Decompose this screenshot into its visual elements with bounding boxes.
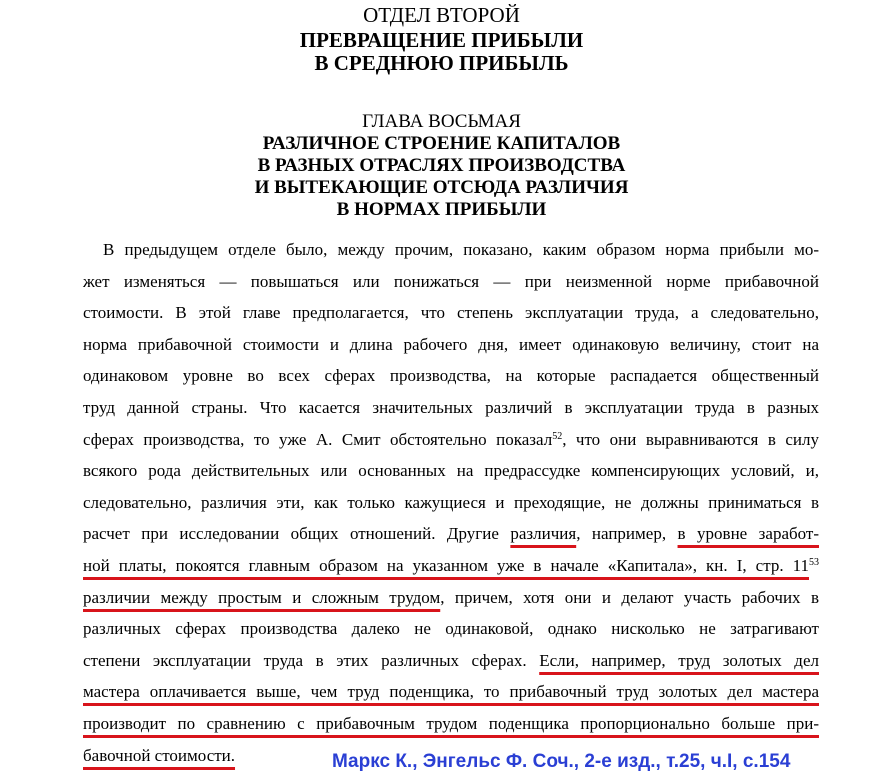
text-run: , например, <box>576 524 678 544</box>
highlight-underline: производит по сравнению с прибавочным трудом поденщика пропорционально больше при- <box>83 713 819 733</box>
text-run: , что они выравниваются в силу <box>562 429 819 449</box>
text-line: всякого рода действительных или основанных на предрассудке компенсирующих условий, и, <box>83 461 819 481</box>
chapter-label: ГЛАВА ВОСЬМАЯ <box>362 111 521 132</box>
text-run: степени эксплуатации труда в этих различных сферах. <box>83 650 540 670</box>
text-line: одинаковом уровне во всех сферах производства, на которые распадается общественный <box>83 366 819 386</box>
text-run: сферах производства, то уже А. Смит обстоятельно показал <box>83 429 553 449</box>
text-line <box>83 424 819 456</box>
section-title-line-2: В СРЕДНЮЮ ПРИБЫЛЬ <box>314 51 569 75</box>
chapter-title-line-4: В НОРМАХ ПРИБЫЛИ <box>336 199 547 220</box>
body-paragraph <box>83 234 819 771</box>
highlight-underline: ной платы, покоятся главным образом на указанном уже в начале «Капитала», кн. I, стр. 11 <box>83 555 809 575</box>
highlight-underline: различия <box>510 524 577 544</box>
text-run: расчет при исследовании общих отношений. Другие <box>83 524 511 544</box>
text-line <box>83 582 819 614</box>
highlight-underline: различии между простым и сложным трудом <box>83 587 441 607</box>
chapter-title-line-2: В РАЗНЫХ ОТРАСЛЯХ ПРОИЗВОДСТВА <box>257 155 626 176</box>
highlight-underline: бавочной стоимости. <box>83 745 236 765</box>
footnote-ref-53[interactable]: 53 <box>809 556 819 568</box>
text-line: следовательно, различия эти, как только кажущиеся и преходящие, не должны приниматься в <box>83 492 819 512</box>
text-line <box>83 518 819 550</box>
section-label: ОТДЕЛ ВТОРОЙ <box>363 3 520 27</box>
text-line <box>83 645 819 677</box>
source-citation: Маркс К., Энгельс Ф. Соч., 2-е изд., т.25, ч.I, с.154 <box>332 751 791 772</box>
highlight-underline: в уровне заработ- <box>677 524 819 544</box>
text-line <box>83 550 819 582</box>
footnote-ref-52[interactable]: 52 <box>552 430 563 442</box>
text-run: , причем, хотя они и делают участь рабочих в <box>440 587 819 607</box>
text-line: норма прибавочной стоимости и длина рабочего дня, имеет одинаковую величину, стоит на <box>83 334 819 354</box>
text-line: различных сферах производства далеко не одинаковой, однако нисколько не затрагивают <box>83 619 819 639</box>
chapter-title-line-3: И ВЫТЕКАЮЩИЕ ОТСЮДА РАЗЛИЧИЯ <box>254 177 629 198</box>
text-line: стоимости. В этой главе предполагается, что степень эксплуатации труда, а следовательно, <box>83 303 819 323</box>
text-line <box>83 708 819 740</box>
highlight-underline: мастера оплачивается выше, чем труд поденщика, то прибавочный труд золотых дел мастера <box>83 682 819 702</box>
highlight-underline: Если, например, труд золотых дел <box>539 650 819 670</box>
chapter-title-line-1: РАЗЛИЧНОЕ СТРОЕНИЕ КАПИТАЛОВ <box>262 133 621 154</box>
text-line: В предыдущем отделе было, между прочим, показано, каким образом норма прибыли мо- <box>103 240 819 259</box>
section-title-line-1: ПРЕВРАЩЕНИЕ ПРИБЫЛИ <box>299 28 584 52</box>
text-line: труд данной страны. Что касается значительных различий в эксплуатации труда в разных <box>83 397 819 417</box>
text-line: жет изменяться — повышаться или понижаться — при неизменной норме прибавочной <box>83 271 819 291</box>
text-line <box>83 676 819 708</box>
